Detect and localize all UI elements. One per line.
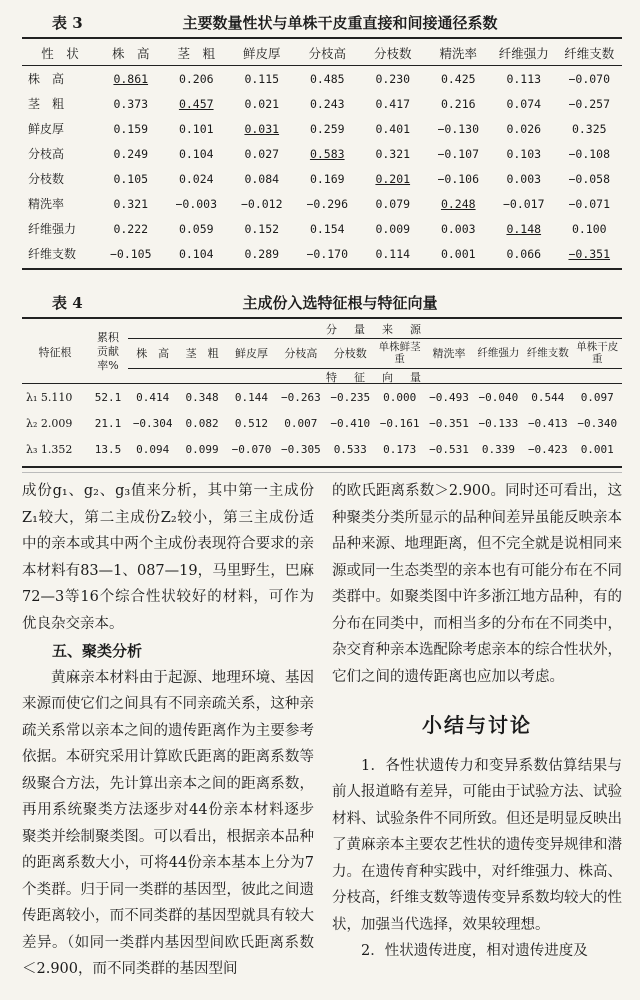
table3-trait-cell: 分枝数 [28, 172, 65, 186]
table3-value-cell: 0.009 [375, 221, 411, 236]
table3-value-cell: −0.003 [175, 196, 218, 211]
table3-value-cell: 0.861 [113, 71, 149, 86]
table4-subheader-cell: 精洗率 [432, 347, 466, 360]
table4-value-cell: 0.339 [481, 443, 515, 456]
table3-row [22, 216, 622, 241]
table3-value-cell: 0.249 [113, 146, 149, 161]
table4-contrib-header [88, 320, 128, 385]
table3-trait-cell: 茎 粗 [28, 97, 65, 111]
table3-value-cell: 0.104 [178, 246, 214, 261]
table3-value-cell: −0.070 [568, 71, 611, 86]
table4-value-cell: −0.340 [577, 417, 618, 430]
table4-value-cell: −0.531 [429, 443, 469, 456]
table3-value-cell: 0.003 [440, 221, 476, 236]
table3-value-cell: 0.001 [440, 246, 476, 261]
table4-value-cell: 0.007 [284, 417, 318, 430]
table4-subheader-cell: 分枝高 [284, 347, 318, 360]
table4-value-cell: 0.097 [580, 391, 614, 404]
table3-value-cell: 0.201 [375, 171, 411, 186]
table3-body [22, 66, 622, 266]
table4-value-cell: −0.493 [429, 391, 469, 404]
table4-value-cell: 0.094 [136, 443, 170, 456]
table3-value-cell: 0.084 [244, 171, 280, 186]
table3-header-cell: 纤维强力 [498, 46, 549, 61]
table3-trait-cell: 株 高 [28, 72, 65, 86]
table4-subheader-cell: 纤维支数 [526, 347, 569, 359]
table4-body [22, 385, 622, 463]
table3-top-rule [22, 37, 622, 39]
table3-value-cell: −0.017 [502, 196, 545, 211]
table3-header-cell: 纤维支数 [564, 46, 615, 61]
table3-value-cell: −0.170 [306, 246, 349, 261]
table4-value-cell: 0.001 [580, 443, 614, 456]
left-para-2: 黄麻亲本材料由于起源、地理环境、基因来源而使它们之间具有不同亲疏关系，这种亲疏关系常以亲本之间的遗传距离作为主要参考依据。本研究采用计算欧氏距离的距离系数等级聚合方法，先计算出亲本之间的距离系数，再用系统聚类方法逐步对44份亲本材料逐步聚类并绘制聚类图。可以看出，根据亲本品种的距离系数大小，可将44份亲本基本上分为7个类群。归于同一类群的基因型，彼此之间遗传距离较小，而不同类群的基因型就具有较大差异。（如同一类群内基因型间欧氏距离系数＜2.900，而不同类群的基因型间 [22, 669, 314, 977]
table3-trait-cell: 分枝高 [28, 147, 65, 161]
table3-row [22, 91, 622, 116]
table3-value-cell: 0.059 [178, 221, 214, 236]
table3-trait-cell: 纤维强力 [28, 222, 77, 236]
table4-contrib-cell: 13.5 [94, 443, 122, 456]
table3-value-cell: 0.079 [375, 196, 411, 211]
table3-value-cell: 0.100 [571, 221, 607, 236]
table3-value-cell: −0.058 [568, 171, 611, 186]
table4-value-cell: 0.544 [531, 391, 565, 404]
table4-subheader-cell: 分枝数 [333, 347, 367, 360]
table4-subheader-cell: 单株鲜茎 重 [378, 341, 432, 365]
right-para-3: 2．性状遗传进度，相对遗传进度及 [361, 943, 588, 959]
table4-value-cell: −0.070 [231, 443, 272, 456]
table4-contrib-line: 率% [97, 359, 119, 373]
table4-eigen-cell: λ₁ 5.110 [26, 391, 73, 404]
table3-header-row [22, 40, 622, 66]
table4-value-cell: 0.348 [185, 391, 219, 404]
table3-value-cell: −0.106 [437, 171, 480, 186]
table3-value-cell: 0.154 [309, 221, 345, 236]
table3-value-cell: −0.257 [568, 96, 611, 111]
table4-value-cell: 0.082 [185, 417, 219, 430]
table4-contrib-cell: 21.1 [94, 417, 122, 430]
table4-contrib-line: 累积 [97, 331, 119, 345]
table3-value-cell: 0.425 [440, 71, 476, 86]
table4-value-cell: −0.304 [132, 417, 173, 430]
table4-row [22, 385, 622, 411]
table4-eigen-cell: λ₂ 2.009 [26, 417, 73, 430]
table3-value-cell: 0.024 [178, 171, 214, 186]
table3-value-cell: 0.583 [309, 146, 345, 161]
table4-top-rule [22, 317, 622, 319]
table4-value-cell: 0.099 [185, 443, 219, 456]
table4-value-cell: 0.533 [333, 443, 367, 456]
table4-value-cell: 0.144 [234, 391, 269, 404]
table3-value-cell: −0.296 [306, 196, 349, 211]
table4-label: 表 4 [52, 294, 83, 312]
left-column [22, 478, 314, 983]
table3-value-cell: −0.351 [568, 246, 611, 261]
table3-value-cell: 0.074 [506, 96, 542, 111]
table3-row [22, 191, 622, 216]
table3-trait-cell: 纤维支数 [28, 247, 77, 261]
table3-row [22, 166, 622, 191]
table3-value-cell: 0.152 [244, 221, 280, 236]
table4-value-cell: −0.305 [280, 443, 321, 456]
table4-value-cell: −0.351 [429, 417, 469, 430]
table3-row [22, 241, 622, 266]
table4-value-cell: −0.133 [478, 417, 519, 430]
table3-value-cell: 0.003 [506, 171, 542, 186]
table3-title: 主要数量性状与单株干皮重直接和间接通径系数 [182, 14, 498, 32]
table3-row [22, 141, 622, 166]
table3-value-cell: 0.321 [113, 196, 149, 211]
table4-subheader-cell: 纤维强力 [477, 347, 520, 359]
table3-value-cell: 0.113 [506, 71, 542, 86]
table3-value-cell: −0.130 [437, 121, 480, 136]
right-para-1: 的欧氏距离系数＞2.900。同时还可看出，这种聚类分类所显示的品种间差异虽能反映亲本品种来源、地理距离，但不完全就是说相同来源或同一生态类型的亲本也有可能分布在不同类群中。如聚类图中许多浙江地方品种，有的分布在同类中，而相当多的分布在不同类中，杂交育种亲本选配除考虑亲本的综合性状外，它们之间的遗传距离也应加以考虑。 [332, 483, 622, 685]
table3-value-cell: 0.222 [113, 221, 149, 236]
table3-value-cell: 0.206 [178, 71, 214, 86]
table3-bottom-rule [22, 268, 622, 270]
section-heading-cluster: 五、聚类分析 [52, 642, 143, 660]
table4-value-cell: −0.263 [280, 391, 321, 404]
table4-row [22, 437, 622, 463]
table4-value-cell: −0.040 [478, 391, 519, 404]
right-para-2: 1．各性状遗传力和变异系数估算结果与前人报道略有差异，可能由于试验方法、试验材料、试验条件不同所致。但还是明显反映出了黄麻亲本主要农艺性状的遗传变异规律和潜力。在遗传育种实践中，对纤维强力、株高、分枝高，纤维支数等遗传变异系数均较大的性状，加强当代选择，效果较理想。 [332, 757, 622, 933]
table3-value-cell: 0.321 [375, 146, 411, 161]
table4-contrib-line: 贡献 [97, 345, 119, 359]
table4-subheader-cell: 株 高 [136, 347, 170, 360]
table4-subheader-cell: 单株干皮 重 [576, 341, 629, 365]
table4-subheader-cell: 鲜皮厚 [234, 347, 268, 360]
table3-trait-cell: 鲜皮厚 [28, 122, 65, 136]
table4-value-cell: −0.413 [527, 417, 568, 430]
table4-bottom-rule [22, 466, 622, 468]
table3 [22, 40, 622, 266]
table3-value-cell: 0.216 [440, 96, 476, 111]
table3-value-cell: 0.066 [506, 246, 542, 261]
table3-value-cell: 0.027 [244, 146, 280, 161]
table3-value-cell: 0.289 [244, 246, 280, 261]
table3-value-cell: 0.248 [440, 196, 476, 211]
table3-value-cell: 0.101 [178, 121, 214, 136]
table3-value-cell: 0.021 [244, 96, 280, 111]
table3-value-cell: 0.169 [309, 171, 345, 186]
table3-value-cell: −0.071 [568, 196, 611, 211]
table3-value-cell: 0.417 [375, 96, 411, 111]
table3-header-cell: 分枝数 [373, 46, 412, 61]
table4-value-cell: 0.173 [383, 443, 417, 456]
right-column [332, 478, 622, 965]
table3-value-cell: 0.230 [375, 71, 411, 86]
table3-value-cell: 0.325 [571, 121, 607, 136]
table3-value-cell: −0.107 [437, 146, 480, 161]
table3-value-cell: 0.159 [113, 121, 149, 136]
table4-group-header: 分 量 来 源 [128, 320, 622, 338]
left-para-1: 成份g₁、g₂、g₃值来分析，其中第一主成份Z₁较大，第二主成份Z₂较小，第三主成份适中的亲本或其中两个主成份表现符合要求的亲本材料有83—1、087—19，马里野生，巴麻72—3等16个综合性状较好的材料，可作为优良杂交亲本。 [22, 483, 314, 632]
table4-title: 主成份入选特征根与特征向量 [242, 294, 438, 312]
table3-header-cell: 精洗率 [439, 46, 477, 61]
table3-value-cell: 0.031 [244, 121, 280, 136]
table3-value-cell: −0.012 [240, 196, 283, 211]
table4-value-cell: 0.000 [383, 391, 417, 404]
table4-value-cell: −0.423 [527, 443, 568, 456]
table4-eigen-header: 特征根 [38, 346, 72, 360]
table3-value-cell: 0.148 [506, 221, 542, 236]
table3-value-cell: 0.243 [309, 96, 345, 111]
table4-eigen-cell: λ₃ 1.352 [26, 443, 73, 456]
table4-row [22, 411, 622, 437]
table3-value-cell: 0.103 [506, 146, 542, 161]
section-heading-summary: 小结与讨论 [422, 713, 532, 737]
table3-value-cell: 0.104 [178, 146, 214, 161]
table4-value-cell: 0.512 [234, 417, 269, 430]
table3-header-cell: 分枝高 [308, 46, 346, 61]
table3-value-cell: 0.105 [113, 171, 149, 186]
table4 [22, 320, 629, 463]
table3-value-cell: 0.259 [309, 121, 345, 136]
table3-header-cell: 鲜皮厚 [242, 46, 281, 61]
table3-value-cell: −0.105 [109, 246, 152, 261]
table4-contrib-cell: 52.1 [94, 391, 122, 404]
table3-value-cell: 0.457 [178, 96, 214, 111]
table4-subheader-cell: 茎 粗 [185, 347, 219, 360]
table3-row [22, 66, 622, 91]
table4-value-cell: −0.410 [330, 417, 371, 430]
table3-value-cell: 0.114 [375, 246, 411, 261]
table3-header-cell: 茎 粗 [177, 46, 215, 61]
table3-trait-cell: 精洗率 [28, 197, 65, 211]
table3-header-cell: 性 状 [41, 46, 79, 61]
table4-vector-header: 特 征 向 量 [128, 368, 622, 385]
table4-value-cell: −0.161 [379, 417, 420, 430]
table3-value-cell: 0.373 [113, 96, 149, 111]
table3-value-cell: 0.485 [309, 71, 345, 86]
table3-label: 表 3 [52, 14, 83, 32]
table3-header-cell: 株 高 [111, 46, 150, 61]
table4-value-cell: 0.414 [136, 391, 170, 404]
table3-value-cell: 0.026 [506, 121, 542, 136]
table4-value-cell: −0.235 [330, 391, 371, 404]
table3-value-cell: 0.401 [375, 121, 411, 136]
page-divider [22, 472, 622, 473]
table3-value-cell: 0.115 [244, 71, 280, 86]
table3-row [22, 116, 622, 141]
table3-value-cell: −0.108 [568, 146, 611, 161]
